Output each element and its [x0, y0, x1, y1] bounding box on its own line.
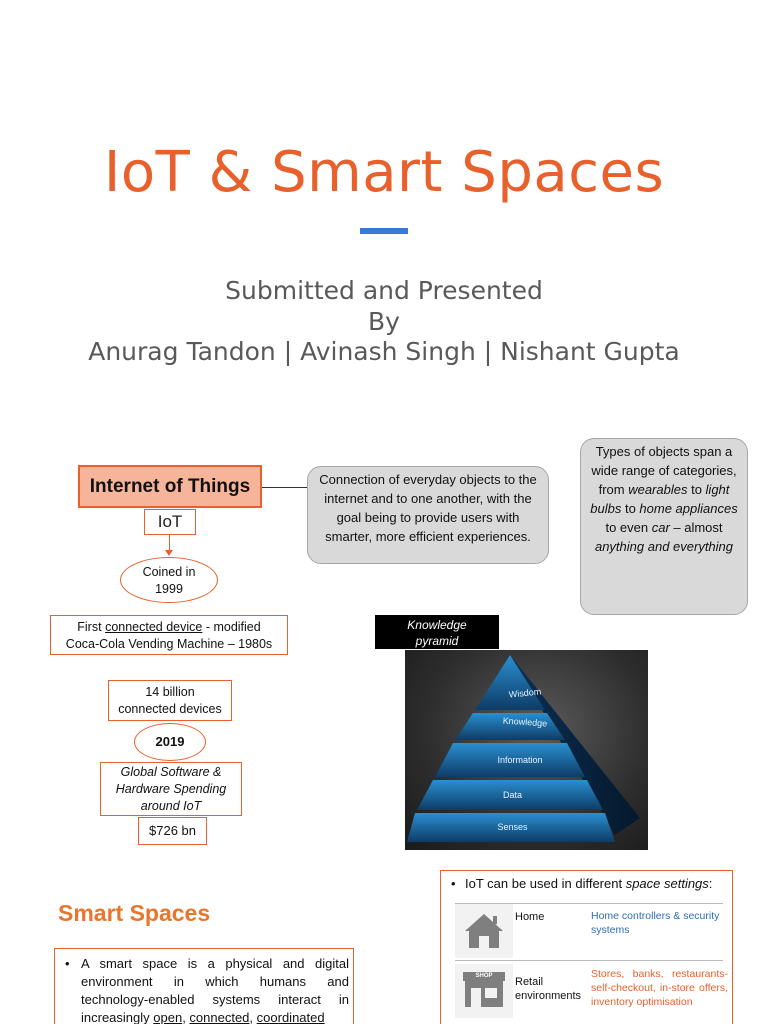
internet-of-things-box: Internet of Things: [78, 465, 262, 508]
retail-description: Stores, banks, restaurants- self-checkout, in-store offers, inventory optimisation: [591, 968, 728, 1008]
intro-suffix: :: [708, 876, 713, 891]
types-box: [580, 438, 748, 615]
subtitle-line2: By: [368, 307, 400, 336]
definition-box: Connection of everyday objects to the internet and to one another, with the goal being to provide users with smarter, more efficient experiences.: [307, 466, 549, 564]
word-coordinated: coordinated: [256, 1010, 325, 1024]
intro-emphasis: space settings: [625, 876, 709, 891]
knowledge-pyramid-label: [375, 615, 499, 649]
arrow-down-icon: [165, 550, 173, 556]
types-text-10: – almost: [669, 520, 723, 535]
spending-line3: around IoT: [140, 799, 202, 813]
pyramid-label-wisdom: Wisdom: [508, 686, 542, 700]
types-home-appliances: home appliances: [639, 501, 738, 516]
types-text-4: to: [687, 482, 706, 497]
smart-space-body: A smart space is a physical and digital environment in which humans and technology-enabled systems interact in increasingly: [81, 956, 349, 1024]
first-device-line1: [51, 619, 287, 636]
shop-sign: SHOP: [475, 973, 493, 979]
pyramid-label-knowledge: Knowledge: [502, 715, 548, 729]
types-text-1: Types of objects span a wide range of categories,: [591, 444, 737, 478]
billion-line1: 14 billion: [145, 685, 195, 699]
coined-line2: 1999: [155, 582, 183, 596]
first-device-line2: Coca-Cola Vending Machine – 1980s: [65, 637, 273, 651]
slide-title: IoT & Smart Spaces: [103, 140, 665, 205]
smart-spaces-heading: Smart Spaces: [58, 900, 211, 926]
first-device-box: [50, 615, 288, 655]
types-wearables: wearables: [628, 482, 688, 497]
types-text-6: to: [621, 501, 640, 516]
types-text-8: to even: [605, 520, 652, 535]
space-settings-text: [465, 876, 712, 891]
pyramid-label-senses: Senses: [497, 822, 528, 832]
bullet-dot: •: [65, 956, 70, 971]
first-device-link: connected device: [105, 620, 203, 634]
home-label: Home: [515, 911, 545, 923]
smart-space-bullet: [65, 955, 349, 1024]
iot-label-box: IoT: [144, 509, 196, 535]
word-connected: connected: [189, 1010, 250, 1024]
subtitle-line1: Submitted and Presented: [225, 276, 543, 305]
title-underline: [360, 228, 408, 234]
kp-label-line1: Knowledge: [407, 618, 467, 632]
smart-space-definition-box: [54, 948, 354, 1024]
shop-icon-cell: [455, 964, 513, 1018]
smart-space-text: A smart space is a physical and digital environment in which humans and technology-enabled systems interact in increasingly open, connected, coordinated: [81, 956, 349, 1024]
intro-prefix: IoT can be used in different: [465, 876, 626, 891]
types-anything: anything and everything: [594, 539, 734, 554]
authors-line: Anurag Tandon | Avinash Singh | Nishant Gupta: [88, 337, 680, 366]
space-settings-box: [440, 870, 733, 1024]
first-prefix: First: [77, 620, 102, 634]
home-icon: [455, 904, 513, 958]
connector-line: [262, 487, 310, 488]
coined-line1: Coined in: [142, 565, 196, 579]
pyramid-label-data: Data: [502, 790, 522, 800]
types-text-2: from: [598, 482, 629, 497]
spending-line1: Global Software &: [120, 765, 222, 779]
pyramid-svg: [405, 650, 648, 850]
billion-line2: connected devices: [118, 702, 222, 716]
pyramid-level-wisdom: [475, 655, 545, 710]
spending-box: [100, 762, 242, 816]
home-icon-cell: [455, 904, 513, 958]
coined-ellipse: [120, 557, 218, 603]
spending-value-box: $726 bn: [138, 817, 207, 845]
spending-line2: Hardware Spending: [115, 782, 227, 796]
pyramid-label-information: Information: [497, 755, 543, 765]
knowledge-pyramid-image: [405, 650, 648, 850]
types-light-bulbs: light bulbs: [590, 482, 730, 516]
retail-label: Retail environments: [515, 976, 582, 1002]
billion-devices-box: [108, 680, 232, 721]
space-settings-intro: [451, 876, 712, 891]
first-suffix: - modified: [202, 620, 261, 634]
kp-label-line2: pyramid: [415, 634, 459, 648]
bullet-dot: •: [451, 876, 456, 891]
types-car: car: [651, 520, 670, 535]
home-description: Home controllers & security systems: [591, 910, 720, 936]
row-divider: [455, 960, 723, 961]
year-ellipse: 2019: [134, 723, 206, 761]
word-open: open: [153, 1010, 183, 1024]
